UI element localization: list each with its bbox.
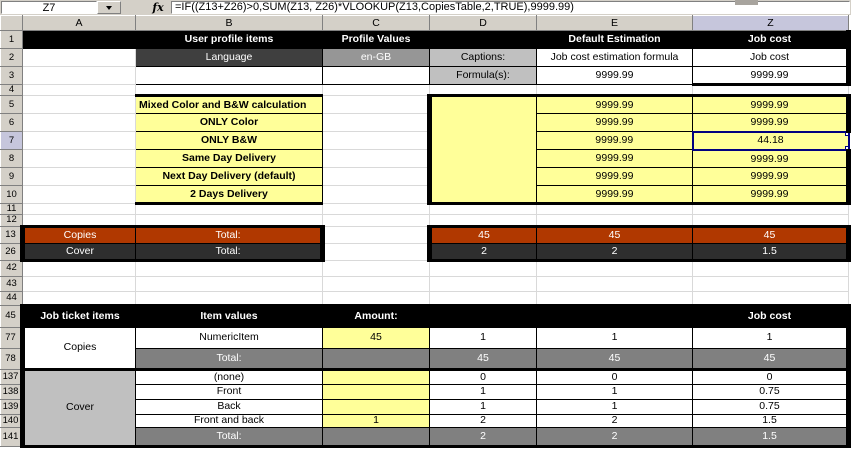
- row-header-140[interactable]: 140: [1, 414, 23, 427]
- cell-E4[interactable]: [537, 85, 693, 96]
- cell-C141[interactable]: [323, 427, 430, 446]
- cell-B5[interactable]: Mixed Color and B&W calculation: [136, 96, 323, 114]
- sheet-grid: [0, 15, 851, 451]
- cell-C43[interactable]: [323, 276, 430, 291]
- column-header-B[interactable]: B: [136, 16, 323, 31]
- cell-E1[interactable]: Default Estimation: [537, 31, 693, 49]
- cell-Z139[interactable]: 0.75: [693, 399, 849, 414]
- cell-D139[interactable]: 1: [430, 399, 537, 414]
- cell-Z78[interactable]: 45: [693, 348, 849, 369]
- cell-Z10[interactable]: 9999.99: [693, 186, 849, 204]
- name-box-dropdown-button[interactable]: [97, 1, 121, 14]
- cell-A2[interactable]: [23, 49, 136, 67]
- cell-C138[interactable]: [323, 384, 430, 399]
- cell-C44[interactable]: [323, 291, 430, 305]
- cell-C140[interactable]: 1: [323, 414, 430, 427]
- cell-D4[interactable]: [430, 85, 537, 96]
- row-header-43[interactable]: 43: [1, 276, 23, 291]
- cell-B77[interactable]: NumericItem: [136, 327, 323, 348]
- cell-C13[interactable]: [323, 226, 430, 243]
- cell-C26[interactable]: [323, 243, 430, 260]
- cell-E141[interactable]: 2: [537, 427, 693, 446]
- cell-B7[interactable]: ONLY B&W: [136, 132, 323, 150]
- cell-B139[interactable]: Back: [136, 399, 323, 414]
- cell-C12[interactable]: [323, 214, 430, 226]
- cell-C11[interactable]: [323, 204, 430, 215]
- row-43: [1, 276, 849, 291]
- row-5: [1, 96, 849, 114]
- cell-A44[interactable]: [23, 291, 136, 305]
- cell-E2[interactable]: Job cost estimation formula: [537, 49, 693, 67]
- cell-D3[interactable]: Formula(s):: [430, 67, 537, 85]
- cell-A42[interactable]: [23, 260, 136, 276]
- cell-A13[interactable]: Copies: [23, 226, 136, 243]
- cell-E140[interactable]: 2: [537, 414, 693, 427]
- chevron-down-icon: [106, 6, 112, 10]
- cell-B9[interactable]: Next Day Delivery (default): [136, 168, 323, 186]
- cell-E6[interactable]: 9999.99: [537, 114, 693, 132]
- formula-bar: [0, 0, 851, 15]
- cell-C139[interactable]: [323, 399, 430, 414]
- cell-C5[interactable]: [323, 96, 430, 114]
- row-3: [1, 67, 849, 85]
- cell-C3[interactable]: [323, 67, 430, 85]
- cell-E77[interactable]: 1: [537, 327, 693, 348]
- cell-E42[interactable]: [537, 260, 693, 276]
- cell-C77[interactable]: 45: [323, 327, 430, 348]
- cell-A8[interactable]: [23, 150, 136, 168]
- row-header-77[interactable]: 77: [1, 327, 23, 348]
- cell-C1[interactable]: Profile Values: [323, 31, 430, 49]
- row-header-78[interactable]: 78: [1, 348, 23, 369]
- cells-table: [0, 15, 851, 448]
- row-6: [1, 114, 849, 132]
- cell-A11[interactable]: [23, 204, 136, 215]
- cell-Z2[interactable]: Job cost: [693, 49, 849, 67]
- cell-E7[interactable]: 9999.99: [537, 132, 693, 150]
- cell-Z26[interactable]: 1.5: [693, 243, 849, 260]
- cell-A3[interactable]: [23, 67, 136, 85]
- cell-B13[interactable]: Total:: [136, 226, 323, 243]
- row-header-12[interactable]: 12: [1, 214, 23, 226]
- cell-B78[interactable]: Total:: [136, 348, 323, 369]
- row-header-7[interactable]: 7: [1, 132, 23, 150]
- column-header-C[interactable]: C: [323, 16, 430, 31]
- cell-A7[interactable]: [23, 132, 136, 150]
- cell-C2[interactable]: en-GB: [323, 49, 430, 67]
- cell-E43[interactable]: [537, 276, 693, 291]
- cell-C45[interactable]: Amount:: [323, 305, 430, 327]
- cell-E13[interactable]: 45: [537, 226, 693, 243]
- cell-D42[interactable]: [430, 260, 537, 276]
- cell-C9[interactable]: [323, 168, 430, 186]
- cell-A9[interactable]: [23, 168, 136, 186]
- row-header-26[interactable]: 26: [1, 243, 23, 260]
- cell-reference-box[interactable]: [1, 1, 97, 14]
- cell-E8[interactable]: 9999.99: [537, 150, 693, 168]
- cell-B141[interactable]: Total:: [136, 427, 323, 446]
- row-header-9[interactable]: 9: [1, 168, 23, 186]
- cell-A45[interactable]: Job ticket items: [23, 305, 136, 327]
- cell-Z12[interactable]: [693, 214, 849, 226]
- cell-Z1[interactable]: Job cost: [693, 31, 849, 49]
- row-1: [1, 31, 849, 49]
- row-header-137[interactable]: 137: [1, 369, 23, 384]
- cell-B138[interactable]: Front: [136, 384, 323, 399]
- cell-Z13[interactable]: 45: [693, 226, 849, 243]
- cell-B26[interactable]: Total:: [136, 243, 323, 260]
- cell-E12[interactable]: [537, 214, 693, 226]
- cell-B12[interactable]: [136, 214, 323, 226]
- cell-A137[interactable]: Cover: [23, 369, 136, 446]
- cell-D45[interactable]: [430, 305, 537, 327]
- row-26: [1, 243, 849, 260]
- column-header-A[interactable]: A: [23, 16, 136, 31]
- cell-Z6[interactable]: 9999.99: [693, 114, 849, 132]
- cell-E45[interactable]: [537, 305, 693, 327]
- cell-Z140[interactable]: 1.5: [693, 414, 849, 427]
- cell-D44[interactable]: [430, 291, 537, 305]
- cell-B6[interactable]: ONLY Color: [136, 114, 323, 132]
- cell-C4[interactable]: [323, 85, 430, 96]
- row-9: [1, 168, 849, 186]
- cell-C8[interactable]: [323, 150, 430, 168]
- column-header-D[interactable]: D: [430, 16, 537, 31]
- cell-Z9[interactable]: 9999.99: [693, 168, 849, 186]
- cell-D11[interactable]: [430, 204, 537, 215]
- cell-A12[interactable]: [23, 214, 136, 226]
- row-44: [1, 291, 849, 305]
- cell-E5[interactable]: 9999.99: [537, 96, 693, 114]
- row-7: [1, 132, 849, 150]
- row-header-8[interactable]: 8: [1, 150, 23, 168]
- cell-E11[interactable]: [537, 204, 693, 215]
- cell-Z137[interactable]: 0: [693, 369, 849, 384]
- row-77: [1, 327, 849, 348]
- cell-B140[interactable]: Front and back: [136, 414, 323, 427]
- cell-A6[interactable]: [23, 114, 136, 132]
- cell-A77[interactable]: Copies: [23, 327, 136, 369]
- cell-B8[interactable]: Same Day Delivery: [136, 150, 323, 168]
- row-45: [1, 305, 849, 327]
- row-header-3[interactable]: 3: [1, 67, 23, 85]
- row-header-44[interactable]: 44: [1, 291, 23, 305]
- cell-E3[interactable]: 9999.99: [537, 67, 693, 85]
- row-4: [1, 85, 849, 96]
- cell-D141[interactable]: 2: [430, 427, 537, 446]
- cell-B3[interactable]: [136, 67, 323, 85]
- row-header-6[interactable]: 6: [1, 114, 23, 132]
- cell-E138[interactable]: 1: [537, 384, 693, 399]
- row-header-2[interactable]: 2: [1, 49, 23, 67]
- row-header-141[interactable]: 141: [1, 427, 23, 446]
- cell-B45[interactable]: Item values: [136, 305, 323, 327]
- function-wizard-icon[interactable]: fx: [152, 1, 164, 14]
- cell-B2[interactable]: Language: [136, 49, 323, 67]
- row-13: [1, 226, 849, 243]
- cell-Z11[interactable]: [693, 204, 849, 215]
- cell-D1[interactable]: [430, 31, 537, 49]
- cell-Z138[interactable]: 0.75: [693, 384, 849, 399]
- cell-Z8[interactable]: 9999.99: [693, 150, 849, 168]
- cell-D5[interactable]: [430, 96, 537, 204]
- cell-C137[interactable]: [323, 369, 430, 384]
- cell-D26[interactable]: 2: [430, 243, 537, 260]
- row-10: [1, 186, 849, 204]
- cell-D43[interactable]: [430, 276, 537, 291]
- cell-Z45[interactable]: Job cost: [693, 305, 849, 327]
- cell-B43[interactable]: [136, 276, 323, 291]
- row-11: [1, 204, 849, 215]
- cell-B11[interactable]: [136, 204, 323, 215]
- row-header-138[interactable]: 138: [1, 384, 23, 399]
- cell-B44[interactable]: [136, 291, 323, 305]
- cell-B1[interactable]: User profile items: [136, 31, 323, 49]
- row-header-5[interactable]: 5: [1, 96, 23, 114]
- formula-input[interactable]: =IF((Z13+Z26)>0,SUM(Z13, Z26)*VLOOKUP(Z13,CopiesTable,2,TRUE),9999.99): [171, 1, 850, 14]
- cell-Z77[interactable]: 1: [693, 327, 849, 348]
- cell-E137[interactable]: 0: [537, 369, 693, 384]
- cell-D13[interactable]: 45: [430, 226, 537, 243]
- cell-Z7-selected[interactable]: 44.18: [693, 132, 849, 150]
- cell-Z4[interactable]: [693, 85, 849, 96]
- cell-C6[interactable]: [323, 114, 430, 132]
- row-8: [1, 150, 849, 168]
- cell-D78[interactable]: 45: [430, 348, 537, 369]
- cell-D77[interactable]: 1: [430, 327, 537, 348]
- row-137: [1, 369, 849, 384]
- cell-D138[interactable]: 1: [430, 384, 537, 399]
- cell-Z141[interactable]: 1.5: [693, 427, 849, 446]
- cell-D140[interactable]: 2: [430, 414, 537, 427]
- cell-Z44[interactable]: [693, 291, 849, 305]
- cell-A4[interactable]: [23, 85, 136, 96]
- select-all-corner[interactable]: [1, 16, 23, 31]
- cell-A10[interactable]: [23, 186, 136, 204]
- row-header-139[interactable]: 139: [1, 399, 23, 414]
- cell-A1[interactable]: [23, 31, 136, 49]
- cell-Z3[interactable]: 9999.99: [693, 67, 849, 85]
- cell-E26[interactable]: 2: [537, 243, 693, 260]
- cell-B4[interactable]: [136, 85, 323, 96]
- cell-C7[interactable]: [323, 132, 430, 150]
- cell-Z5[interactable]: 9999.99: [693, 96, 849, 114]
- row-2: [1, 49, 849, 67]
- cell-A26[interactable]: Cover: [23, 243, 136, 260]
- cell-A43[interactable]: [23, 276, 136, 291]
- cell-D137[interactable]: 0: [430, 369, 537, 384]
- row-header-1[interactable]: 1: [1, 31, 23, 49]
- cell-Z42[interactable]: [693, 260, 849, 276]
- cell-B10[interactable]: 2 Days Delivery: [136, 186, 323, 204]
- cell-B42[interactable]: [136, 260, 323, 276]
- row-header-10[interactable]: 10: [1, 186, 23, 204]
- column-header-Z[interactable]: Z: [693, 16, 849, 31]
- cell-reference: Z7: [42, 1, 56, 14]
- cell-A5[interactable]: [23, 96, 136, 114]
- cell-D12[interactable]: [430, 214, 537, 226]
- row-header-4[interactable]: 4: [1, 85, 23, 96]
- cell-Z43[interactable]: [693, 276, 849, 291]
- column-header-row: [1, 16, 849, 31]
- cell-D2[interactable]: Captions:: [430, 49, 537, 67]
- row-header-42[interactable]: 42: [1, 260, 23, 276]
- cell-C10[interactable]: [323, 186, 430, 204]
- row-42: [1, 260, 849, 276]
- row-12: [1, 214, 849, 226]
- cell-C78[interactable]: [323, 348, 430, 369]
- row-header-45[interactable]: 45: [1, 305, 23, 327]
- column-header-E[interactable]: E: [537, 16, 693, 31]
- toolbar-handle: [735, 0, 758, 5]
- row-header-13[interactable]: 13: [1, 226, 23, 243]
- cell-B137[interactable]: (none): [136, 369, 323, 384]
- cell-E44[interactable]: [537, 291, 693, 305]
- cell-E9[interactable]: 9999.99: [537, 168, 693, 186]
- cell-C42[interactable]: [323, 260, 430, 276]
- row-header-11[interactable]: 11: [1, 204, 23, 215]
- cell-E78[interactable]: 45: [537, 348, 693, 369]
- cell-E139[interactable]: 1: [537, 399, 693, 414]
- cell-E10[interactable]: 9999.99: [537, 186, 693, 204]
